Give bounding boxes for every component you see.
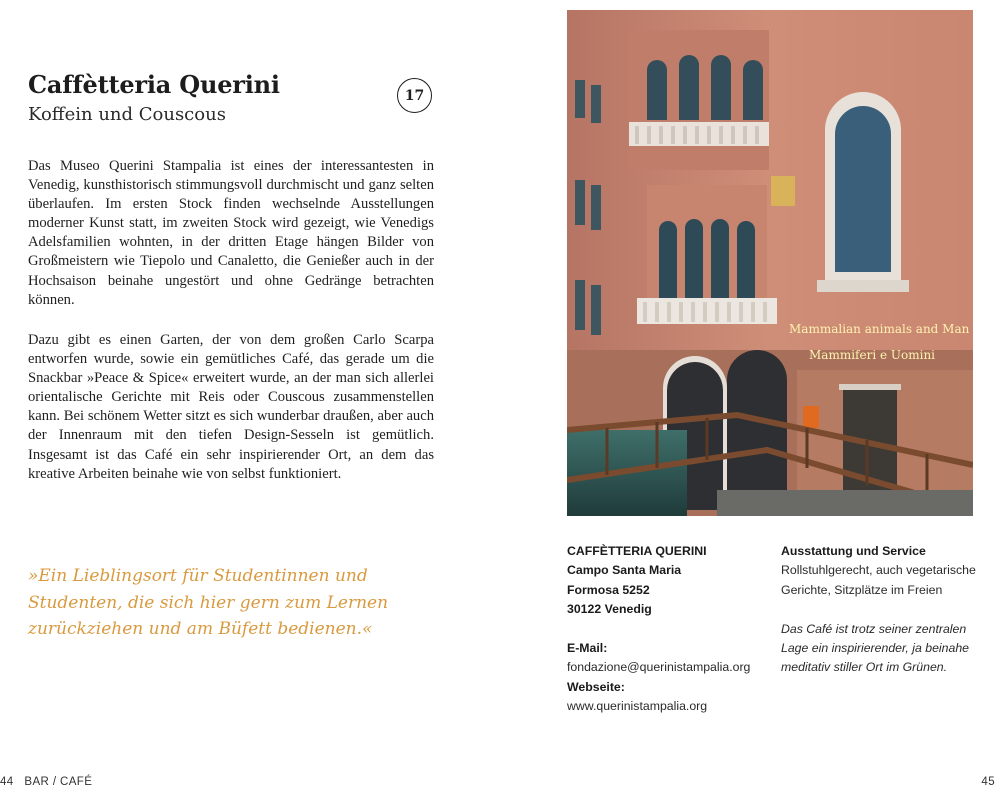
email-label: E-Mail:	[567, 641, 608, 656]
neon-sign-line-2: Mammiferi e Uomini	[809, 348, 936, 362]
spacer	[781, 600, 996, 619]
footer-left	[0, 776, 92, 788]
venue-name: CAFFÈTTERIA QUERINI	[567, 544, 707, 558]
page-subtitle: Koffein und Couscous	[28, 104, 226, 125]
service-heading: Ausstattung und Service	[781, 544, 926, 558]
section-label: BAR / CAFÉ	[24, 776, 93, 788]
right-page	[500, 0, 1000, 800]
website-label: Webseite:	[567, 679, 625, 694]
page-title: Caffètteria Querini	[28, 70, 280, 99]
page-number-right: 45	[981, 776, 995, 788]
page-number-left: 44	[0, 776, 14, 788]
pull-quote: »Ein Lieblingsort für Studentinnen und Studenten, die sich hier gern zum Lernen zurückziehen und am Büfett bedienen.«	[28, 566, 389, 639]
entry-number-badge: 17	[397, 78, 432, 113]
service-note: Das Café ist trotz seiner zentralen Lage ein inspirierender, ja beinahe meditativ stiller Ort im Grünen.	[781, 621, 970, 675]
address-city: 30122 Venedig	[567, 602, 652, 617]
body-paragraph-2: Dazu gibt es einen Garten, der von dem großen Carlo Scarpa entworfen wurde, sowie ein gemütliches Café, das gerade um die Snackbar »Peace & Spice« erweitert wurde, an der man sich allerlei orientalische Gerichte mit Reis oder Couscous zusammenstellen kann. Bei schönem Wetter sitzt es sich wunderbar draußen, aber auch der Innenraum mit den tiefen Design-Sesseln ist gemütlich. Insgesamt ist das Café ein sehr inspirierender Ort, an dem das kreative Arbeiten beinahe wie von selbst funktioniert.	[28, 332, 434, 482]
service-text: Rollstuhlgerecht, auch vegetarische Gerichte, Sitzplätze im Freien	[781, 563, 976, 597]
venice-palazzo-photo	[567, 10, 973, 516]
website-link[interactable]: www.querinistampalia.org	[567, 699, 708, 714]
address-street-2: Formosa 5252	[567, 582, 650, 597]
address-block	[567, 542, 777, 717]
address-street-1: Campo Santa Maria	[567, 563, 682, 578]
spacer	[567, 620, 777, 639]
neon-sign-line-1: Mammalian animals and Man	[789, 322, 970, 336]
service-block	[781, 542, 996, 678]
email-link[interactable]: fondazione@querinistampalia.org	[567, 660, 751, 675]
body-paragraph-1: Das Museo Querini Stampalia ist eines der interessantesten in Venedig, kunsthistorisch stimmungsvoll durchmischt und ganz selten überlaufen. Im ersten Stock finden wechselnde Ausstellungen moderner Kunst statt, im zweiten Stock wird gezeigt, wie Venedigs Adelsfamilien wohnten, in der dritten Etage hängen Bilder von Großmeistern wie Tiepolo und Canaletto, die Genießer auch in der Hochsaison beinahe ungestört und ohne Gedränge betrachten können.	[28, 158, 434, 308]
